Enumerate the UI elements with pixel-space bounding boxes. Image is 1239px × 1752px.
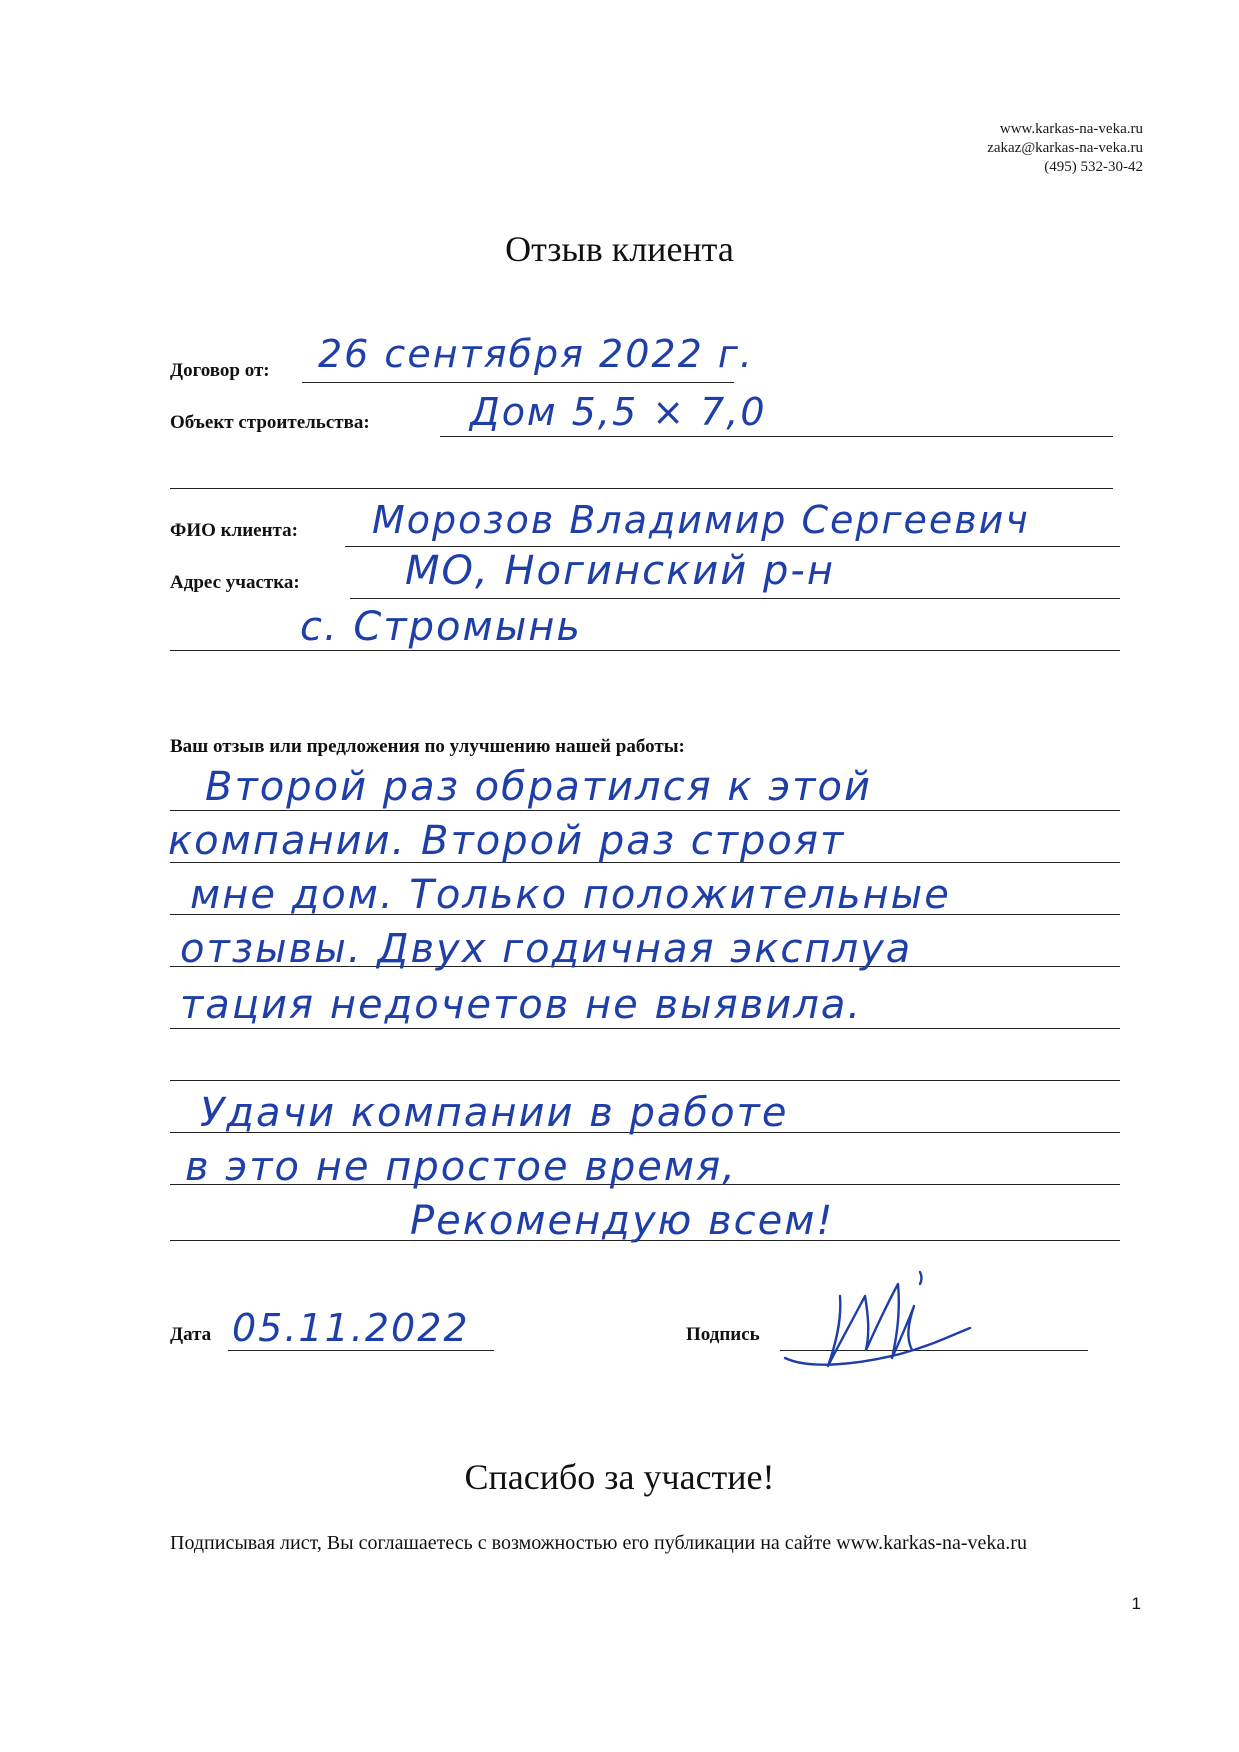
address-line-2 (170, 650, 1120, 651)
review-label: Ваш отзыв или предложения по улучшению нашей работы: (170, 736, 685, 757)
client-label: ФИО клиента: (170, 520, 298, 541)
contract-label: Договор от: (170, 360, 270, 381)
contract-line (302, 382, 734, 383)
signature-label: Подпись (686, 1324, 760, 1345)
object-extra-line (170, 488, 1113, 489)
client-line (345, 546, 1120, 547)
address-value-1: МО, Ногинский р-н (405, 548, 835, 594)
address-label: Адрес участка: (170, 572, 300, 593)
review-text-line: компании. Второй раз строят (168, 818, 846, 864)
page-title: Отзыв клиента (505, 229, 734, 269)
contact-block (987, 120, 1143, 177)
review-text-line: тация недочетов не выявила. (180, 982, 863, 1028)
thanks-heading: Спасибо за участие! (464, 1457, 775, 1497)
date-line (228, 1350, 494, 1351)
review-text-line: отзывы. Двух годичная эксплуа (180, 926, 913, 972)
email-text: zakaz@karkas-na-veka.ru (987, 140, 1143, 156)
address-line-1 (350, 598, 1120, 599)
review-text-line: Удачи компании в работе (200, 1090, 789, 1136)
review-text-line: Второй раз обратился к этой (205, 764, 872, 810)
review-line (170, 1028, 1120, 1029)
address-value-2: с. Стромынь (300, 604, 582, 650)
website-text: www.karkas-na-veka.ru (999, 121, 1143, 137)
review-line (170, 810, 1120, 811)
object-label: Объект строительства: (170, 412, 370, 433)
review-text-line: в это не простое время, (185, 1144, 737, 1190)
review-text-line: Рекомендую всем! (410, 1198, 835, 1244)
consent-text: Подписывая лист, Вы соглашаетесь с возможностью его публикации на сайте www.karkas-na-veka.ru (170, 1532, 1027, 1554)
review-line (170, 1080, 1120, 1081)
signature-image (780, 1266, 1030, 1376)
date-label: Дата (170, 1324, 212, 1345)
client-value: Морозов Владимир Сергеевич (372, 498, 1030, 542)
object-line (440, 436, 1113, 437)
object-value: Дом 5,5 × 7,0 (470, 390, 767, 434)
contract-value: 26 сентября 2022 г. (318, 332, 754, 376)
review-text-line: мне дом. Только положительные (190, 872, 951, 918)
phone-text: (495) 532-30-42 (1044, 159, 1143, 175)
date-value: 05.11.2022 (232, 1306, 470, 1350)
page-number: 1 (1131, 1594, 1141, 1613)
